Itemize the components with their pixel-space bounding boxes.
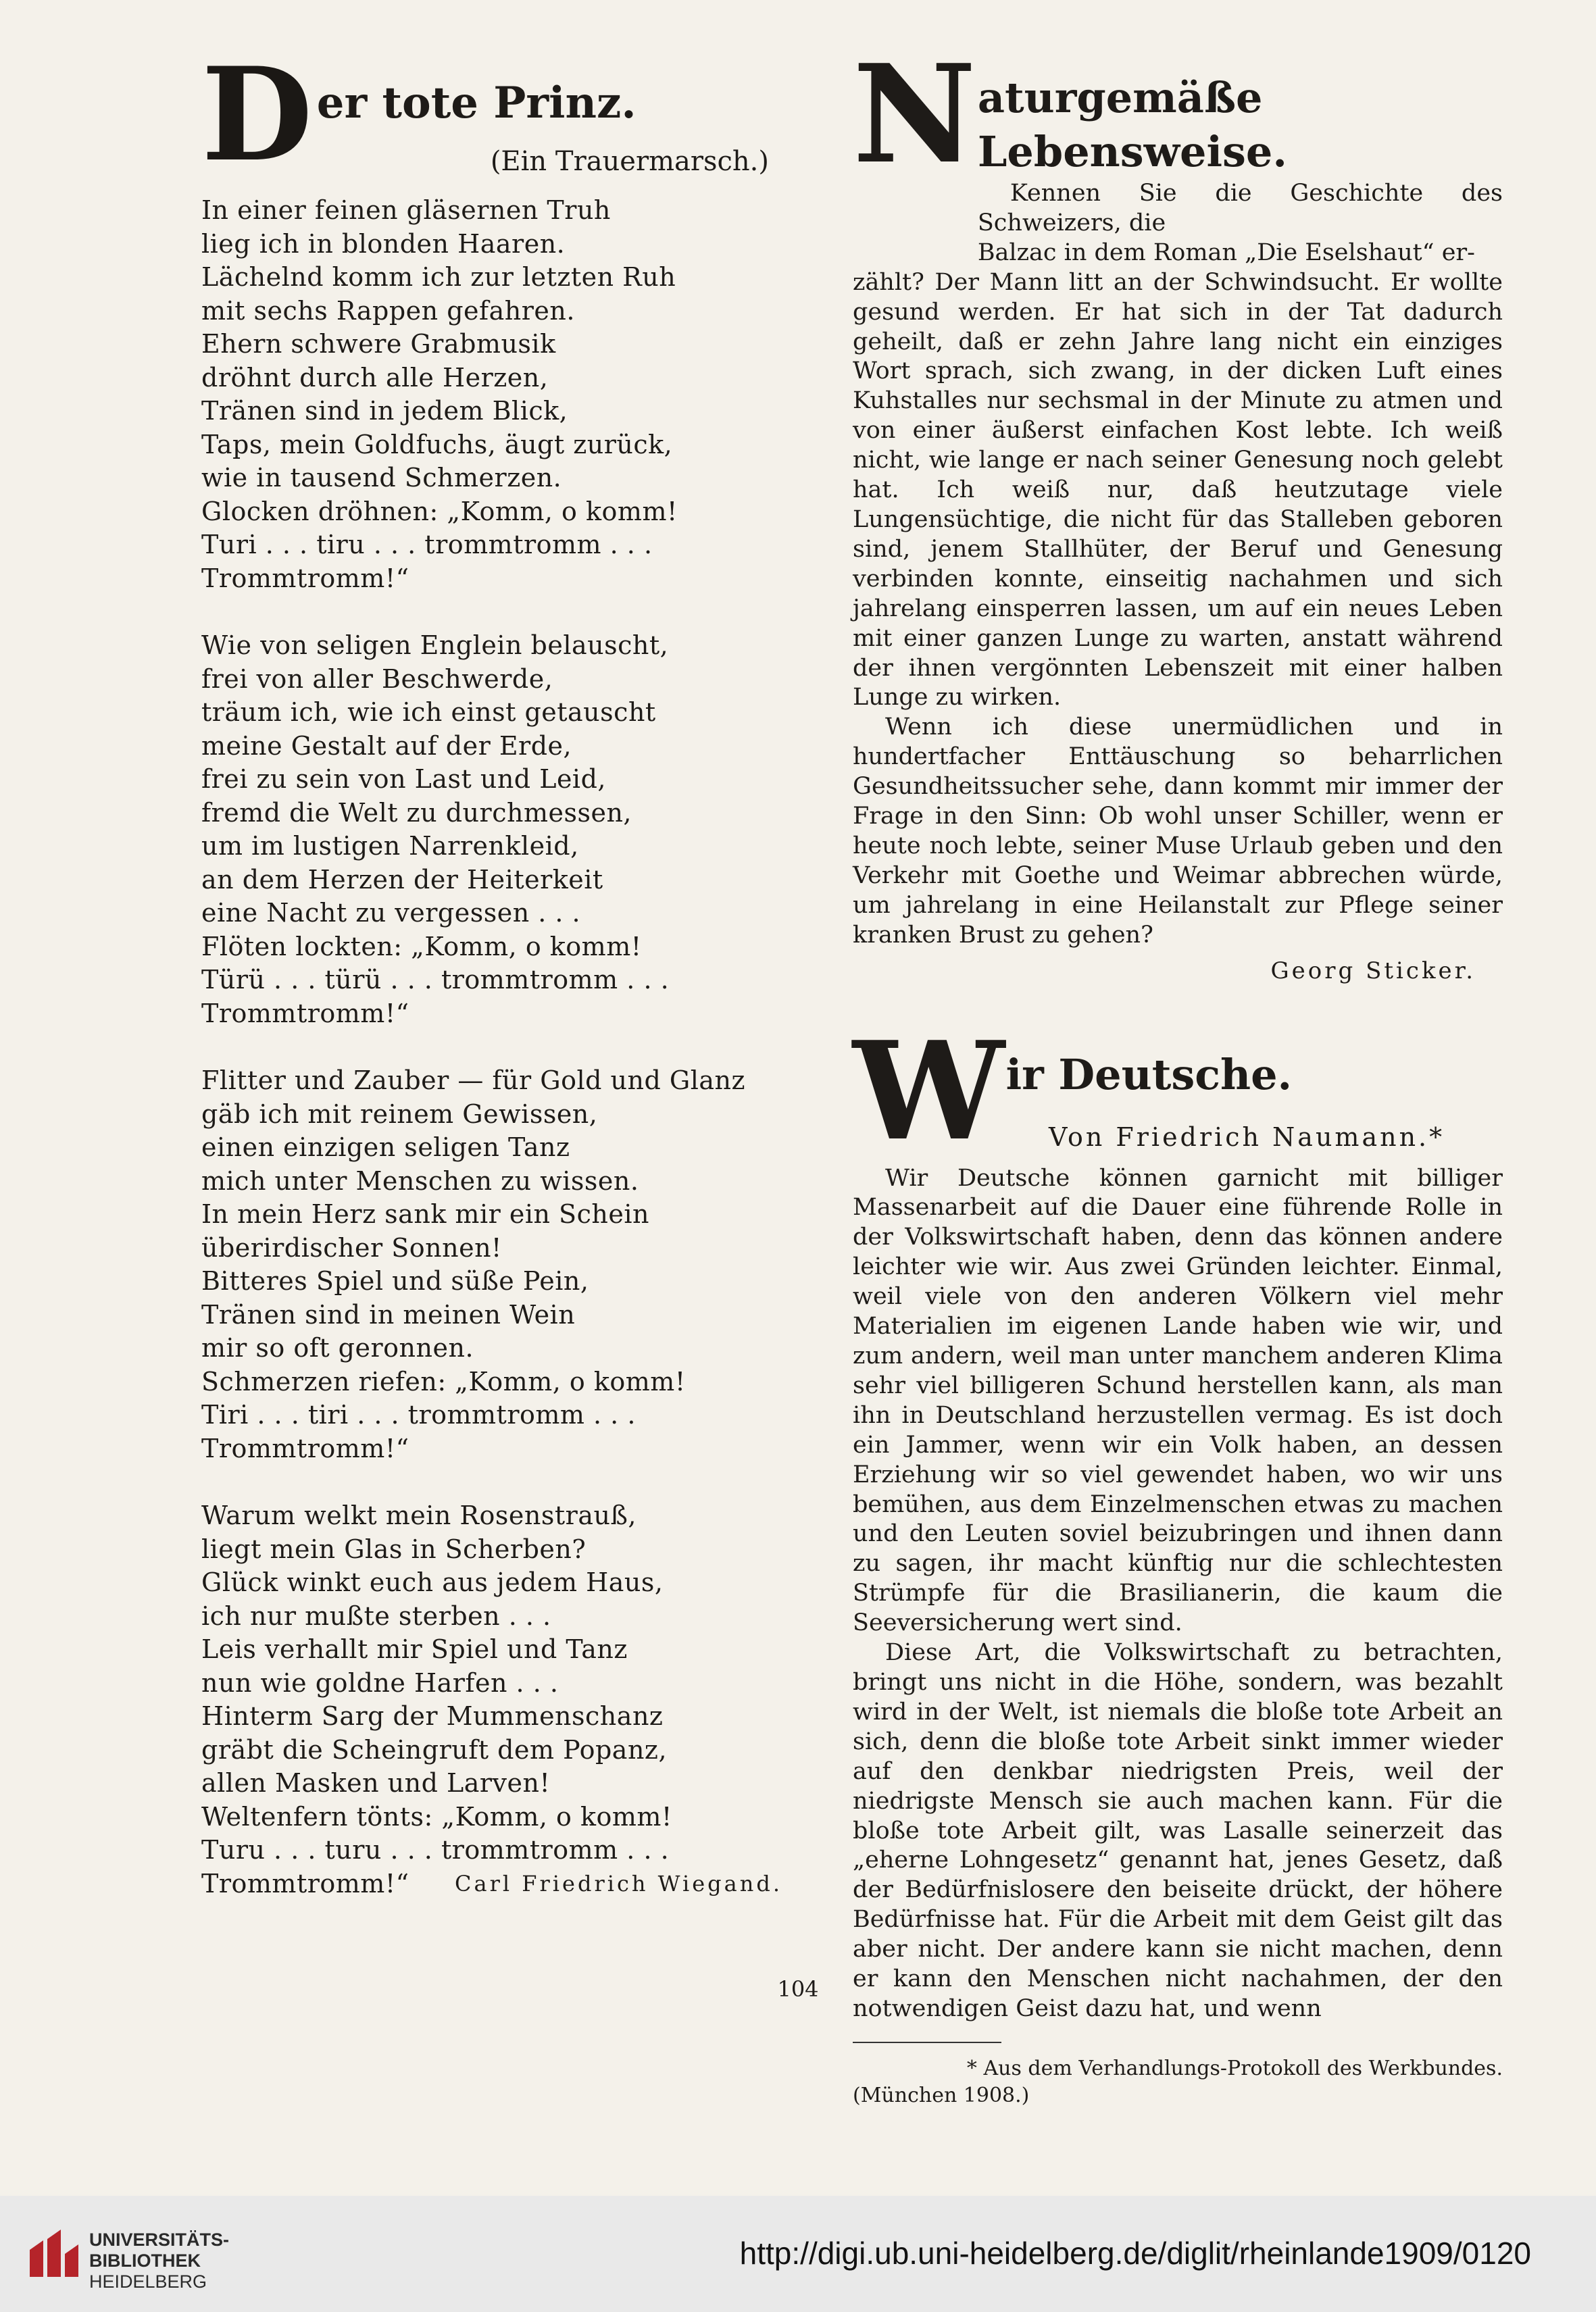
poem-stanza [201,194,782,595]
article1-first-line-1: Kennen Sie die Geschichte des Schweizers, die [977,180,1503,236]
poem-body [201,194,782,1901]
poem-line: Tiri . . . tiri . . . trommtromm . . . [201,1400,636,1430]
poem-line: einen einzigen seligen Tanz [201,1132,570,1162]
poem-line: Turi . . . tiru . . . trommtromm . . . [201,530,653,559]
article2-byline: Von Friedrich Naumann.* [1049,1122,1445,1152]
page-number: 104 [777,1976,819,2002]
poem-author: Carl Friedrich Wiegand. [455,1870,782,1896]
poem-stanza [201,1064,782,1465]
article1-body [853,268,1503,951]
poem-line: Bitteres Spiel und süße Pein, [201,1266,589,1296]
poem-line: fremd die Welt zu durchmessen, [201,797,632,828]
article1-first-lines [978,179,1503,268]
poem-line: ich nur mußte sterben . . . [201,1601,551,1631]
poem-line: meine Gestalt auf der Erde, [201,730,572,761]
poem-line: Turu . . . turu . . . trommtromm . . . [201,1835,670,1865]
digitization-footer [0,2196,1596,2312]
poem-line: Weltenfern tönts: „Komm, o komm! [201,1801,672,1832]
poem-title-initial: D [201,39,313,190]
poem-line: Wie von seligen Englein belauscht, [201,630,669,660]
poem-line: eine Nacht zu vergessen . . . [201,898,581,928]
institution-line-2: BIBLIOTHEK [89,2251,201,2271]
poem-line: Türü . . . türü . . . trommtromm . . . [201,965,670,995]
article1-title [853,35,1503,268]
article1-paragraph: zählt? Der Mann litt an der Schwindsucht. Er wollte gesund werden. Er hat sich in der Tat dadurch geheilt, daß er zehn Jahre lang nicht ein einziges Wort sprach, sich zwang, in der dicken Luft eines Kuhstalles nur sechsmal in der Minute zu atmen und von einer äußerst einfachen Kost lebte. Ich weiß nicht, wie lange er nach seiner Genesung noch gelebt hat. Ich weiß nur, daß heutzutage viele Lungensüchtige, die nicht für das Stalleben geboren sind, jenem Stallhüter, der Beruf und Genesung verbinden konnte, einseitig nachahmen und sich jahrelang einsperren lassen, um auf ein neues Leben mit einer ganzen Lunge zu warten, anstatt während der ihnen vergönnten Lebenszeit mit einer halben Lunge zu wirken. [853,268,1503,711]
poem-line: Flöten lockten: „Komm, o komm! [201,931,642,961]
article2-body [853,1164,1503,2024]
article1-paragraph: Wenn ich diese unermüdlichen und in hundertfacher Enttäuschung so beharrlichen Gesundheitssucher sehe, dann kommt mir immer der Frage in den Sinn: Ob wohl unser Schiller, wenn er heute noch lebte, seiner Muse Urlaub geben und den Verkehr mit Goethe und Weimar abbrechen würde, um jahrelang in eine Heilanstalt zur Pflege seiner kranken Brust zu gehen? [853,713,1503,949]
poem-line: Trommtromm!“ [201,1433,409,1463]
poem-column [201,39,782,1901]
footnote-line-2: (München 1908.) [853,2083,1030,2107]
poem-line: frei von aller Beschwerde, [201,663,553,694]
poem-line: wie in tausend Schmerzen. [201,463,562,493]
poem-line: gäb ich mit reinem Gewissen, [201,1099,598,1129]
article1-first-line-2: Balzac in dem Roman „Die Eselshaut“ er- [977,238,1475,266]
poem-line: Tränen sind in meinen Wein [201,1299,576,1330]
institution-line-1: UNIVERSITÄTS- [89,2230,230,2250]
poem-line: Trommtromm!“ [201,563,409,593]
poem-line: nun wie goldne Harfen . . . [201,1667,559,1698]
poem-line: mit sechs Rappen gefahren. [201,295,575,326]
poem-line: überirdischer Sonnen! [201,1232,502,1263]
poem-line: Glocken dröhnen: „Komm, o komm! [201,496,678,526]
poem-line: an dem Herzen der Heiterkeit [201,864,603,895]
poem-stanza [201,629,782,1030]
article1-title-initial: N [853,35,976,194]
article2 [853,1011,1503,2109]
poem-line: mir so oft geronnen. [201,1333,474,1363]
poem-line: frei zu sein von Last und Leid, [201,764,606,794]
poem-line: liegt mein Glas in Scherben? [201,1534,587,1564]
poem-line: Taps, mein Goldfuchs, äugt zurück, [201,429,673,459]
poem-line: Flitter und Zauber — für Gold und Glanz [201,1065,746,1095]
footnote-rule [853,2042,1001,2043]
article2-paragraph: Wir Deutsche können garnicht mit billiger Massenarbeit auf die Dauer eine führende Rolle in der Volkswirtschaft haben, denn das können andere leichter wie wir. Aus zwei Gründen leichter. Einmal, weil viele von den anderen Völkern viel mehr Materialien im eigenen Lande haben wie wir, und zum andern, weil man unter manchem anderen Klima sehr viel billigeren Schund herstellen kann, als man ihn in Deutschland herzustellen vermag. Es ist doch ein Jammer, wenn wir ein Volk haben, an dessen Erziehung wir so viel gewendet haben, wo wir uns bemühen, aus dem Einzelmenschen etwas zu machen und den Leuten soviel beizubringen und ihnen dann zu sagen, ihr macht künftig nur die schlechtesten Strümpfe für die Brasilianerin, die kaum die Seeversicherung wert sind. [853,1164,1503,1637]
poem-line: In mein Herz sank mir ein Schein [201,1199,649,1229]
poem-line: Ehern schwere Grabmusik [201,329,556,359]
source-url-link[interactable]: http://digi.ub.uni-heidelberg.de/diglit/rheinlande1909/0120 [739,2236,1531,2271]
poem-subtitle: (Ein Trauermarsch.) [490,146,769,177]
university-library-logo-icon [23,2224,84,2285]
poem-line: Warum welkt mein Rosenstrauß, [201,1501,637,1530]
poem-line: gräbt die Scheingruft dem Popanz, [201,1734,668,1765]
poem-line: Schmerzen riefen: „Komm, o komm! [201,1366,686,1397]
poem-last-line: Trommtromm!“ [201,1868,409,1899]
footnote [853,2055,1503,2109]
poem-line: um im lustigen Narrenkleid, [201,831,579,861]
poem-stanza [201,1499,782,1901]
poem-line: Trommtromm!“ [201,998,409,1028]
poem-title-text: er tote Prinz. [316,78,637,128]
poem-line: Tränen sind in jedem Blick, [201,396,568,426]
poem-line: träum ich, wie ich einst getauscht [201,697,656,727]
poem-closing-line [201,1867,782,1901]
prose-column [853,35,1503,2109]
poem-line: mich unter Menschen zu wissen. [201,1165,639,1196]
article2-title-text: ir Deutsche. [1005,1049,1293,1099]
institution-line-3: HEIDELBERG [89,2271,207,2292]
poem-line: Hinterm Sarg der Mummenschanz [201,1701,664,1731]
footnote-line-1: * Aus dem Verhandlungs-Protokoll des Werkbundes. [966,2056,1503,2080]
article1-title-text: aturgemäße Lebensweise. [977,73,1287,176]
poem-line: Glück winkt euch aus jedem Haus, [201,1567,664,1597]
article2-title-initial: W [853,1011,1005,1171]
poem-line: lieg ich in blonden Haaren. [201,228,566,259]
article2-paragraph: Diese Art, die Volkswirtschaft zu betrachten, bringt uns nicht in die Höhe, sondern, was bezahlt wird in der Welt, ist niemals die bloße tote Arbeit an sich, denn die bloße tote Arbeit sinkt immer wieder auf den denkbar niedrigsten Preis, weil der niedrigste Mensch sie auch machen kann. Für die bloße tote Arbeit gilt, was Lasalle seinerzeit das „eherne Lohngesetz“ genannt hat, jenes Gesetz, daß der Bedürfnislosere den beiseite drückt, der höhere Bedürfnisse hat. Für die Arbeit mit dem Geist gilt das aber nicht. Der andere kann sie nicht machen, denn er kann den Menschen nicht nachahmen, der den notwendigen Geist dazu hat, und wenn [853,1639,1503,2022]
poem-line: allen Masken und Larven! [201,1768,551,1798]
poem-line: Leis verhallt mir Spiel und Tanz [201,1634,628,1664]
institution-name [89,2230,229,2292]
article1-signature: Georg Sticker. [1270,957,1476,984]
poem-line: In einer feinen gläsernen Truh [201,195,611,225]
poem-line: dröhnt durch alle Herzen, [201,362,549,393]
poem-line: Lächelnd komm ich zur letzten Ruh [201,262,676,292]
